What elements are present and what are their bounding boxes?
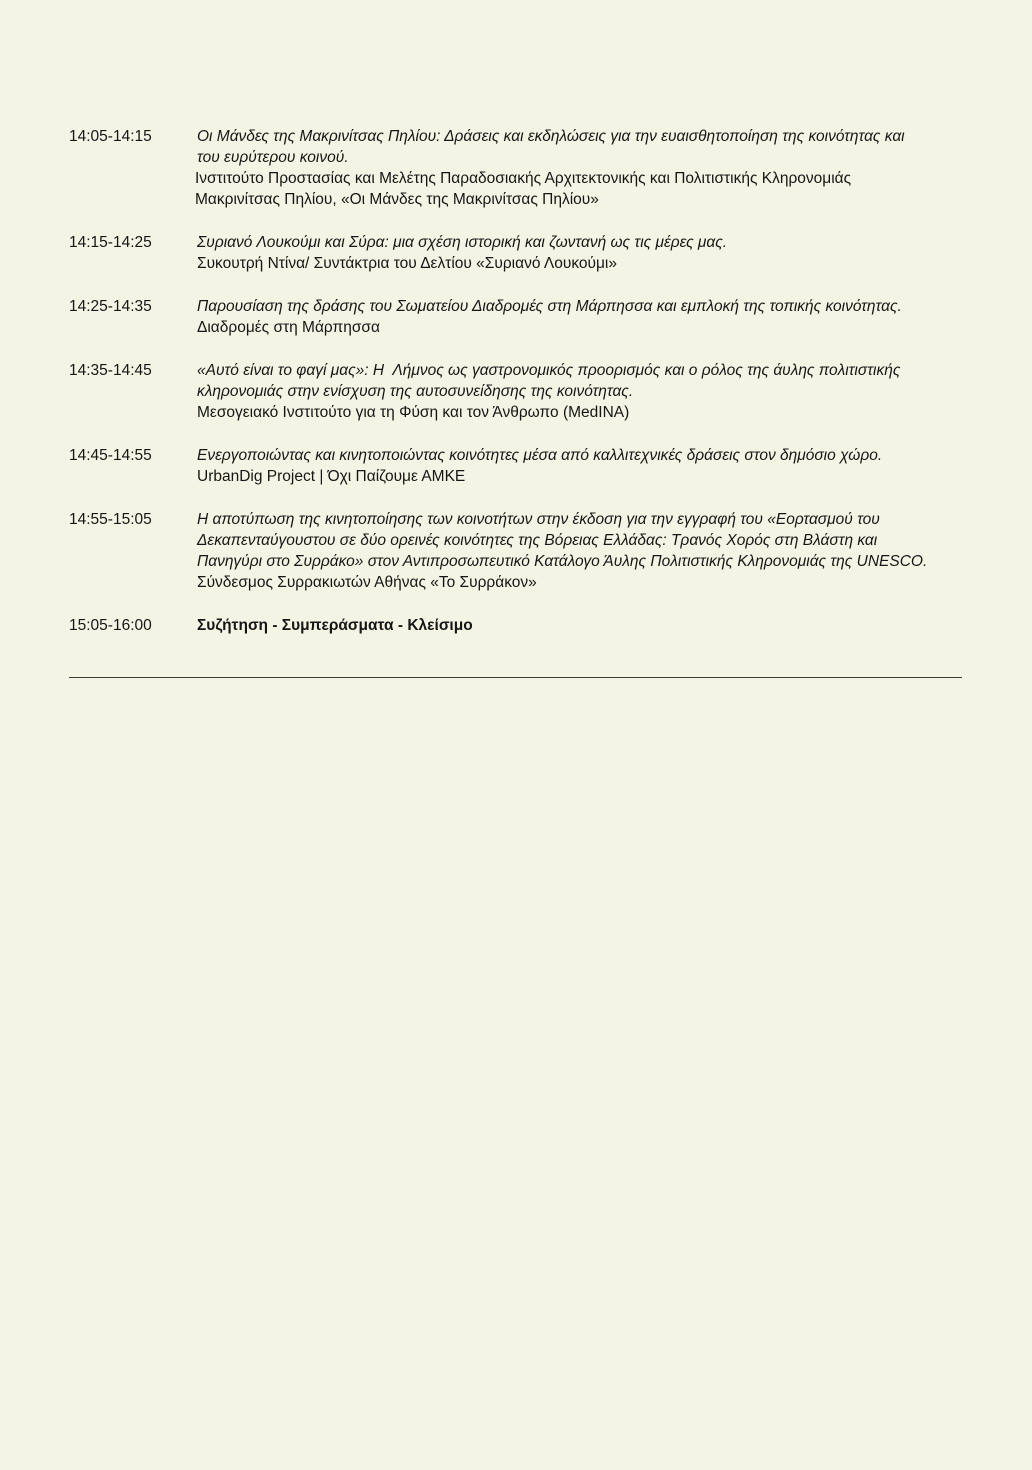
session-content <box>197 296 962 338</box>
schedule-row <box>69 509 962 593</box>
session-organization <box>197 402 962 423</box>
schedule <box>69 126 962 658</box>
schedule-row <box>69 445 962 487</box>
session-title <box>197 296 962 317</box>
session-organization-line: UrbanDig Project | Όχι Παίζουμε ΑΜΚΕ <box>197 468 466 485</box>
session-organization <box>197 466 962 487</box>
session-organization <box>197 572 962 593</box>
session-title-line: Πανηγύρι στο Συρράκο» στον Αντιπροσωπευτικό Κατάλογο Άυλης Πολιτιστικής Κληρονομιάς της UNESCO. <box>197 553 928 570</box>
schedule-row <box>69 126 962 210</box>
session-time: 14:55-15:05 <box>69 511 152 528</box>
session-content <box>197 360 962 423</box>
schedule-row <box>69 360 962 423</box>
session-title-line: Παρουσίαση της δράσης του Σωματείου Διαδρομές στη Μάρπησσα και εμπλοκή της τοπικής κοινότητας. <box>197 298 902 315</box>
session-title-line: «Αυτό είναι το φαγί μας»: Η Λήμνος ως γαστρονομικός προορισμός και ο ρόλος της άυλης πολιτιστικής <box>197 362 901 379</box>
session-title <box>197 126 962 168</box>
session-time: 14:45-14:55 <box>69 447 152 464</box>
session-content <box>197 615 962 636</box>
session-title <box>197 509 962 572</box>
session-title-line: Δεκαπενταύγουστου σε δύο ορεινές κοινότητες της Βόρειας Ελλάδας: Τρανός Χορός στη Βλάστη και <box>197 532 878 549</box>
session-time: 14:15-14:25 <box>69 234 152 251</box>
session-organization <box>195 168 962 210</box>
session-content <box>197 445 962 487</box>
session-organization-line: Συκουτρή Ντίνα/ Συντάκτρια του Δελτίου «Συριανό Λουκούμι» <box>197 255 617 272</box>
session-title <box>197 360 962 402</box>
session-content <box>197 126 962 210</box>
session-time: 15:05-16:00 <box>69 617 152 634</box>
session-title-line: Ενεργοποιώντας και κινητοποιώντας κοινότητες μέσα από καλλιτεχνικές δράσεις στον δημόσιο χώρο. <box>197 447 883 464</box>
session-title-line: του ευρύτερου κοινού. <box>197 149 349 166</box>
schedule-row <box>69 296 962 338</box>
session-title-line: Οι Μάνδες της Μακρινίτσας Πηλίου: Δράσεις και εκδηλώσεις για την ευαισθητοποίηση της κοινότητας και <box>197 128 905 145</box>
session-organization-line: Μακρινίτσας Πηλίου, «Οι Μάνδες της Μακρινίτσας Πηλίου» <box>195 191 599 208</box>
session-title <box>197 232 962 253</box>
session-title-line: Συριανό Λουκούμι και Σύρα: μια σχέση ιστορική και ζωντανή ως τις μέρες μας. <box>197 234 728 251</box>
session-organization-line: Μεσογειακό Ινστιτούτο για τη Φύση και τον Άνθρωπο (MedINA) <box>197 404 630 421</box>
session-title <box>197 445 962 466</box>
session-organization <box>197 317 962 338</box>
session-organization <box>197 253 962 274</box>
schedule-row <box>69 615 962 636</box>
session-organization-line: Ινστιτούτο Προστασίας και Μελέτης Παραδοσιακής Αρχιτεκτονικής και Πολιτιστικής Κληρονομιάς <box>195 170 852 187</box>
session-content <box>197 509 962 593</box>
closing-session-title: Συζήτηση - Συμπεράσματα - Κλείσιμο <box>197 617 473 634</box>
session-time: 14:35-14:45 <box>69 362 152 379</box>
session-time: 14:25-14:35 <box>69 298 152 315</box>
session-title-line: κληρονομιάς στην ενίσχυση της αυτοσυνείδησης της κοινότητας. <box>197 383 634 400</box>
session-organization-line: Σύνδεσμος Συρρακιωτών Αθήνας «Το Συρράκον» <box>197 574 537 591</box>
session-content <box>197 232 962 274</box>
schedule-row <box>69 232 962 274</box>
session-time: 14:05-14:15 <box>69 128 152 145</box>
session-title-line: Η αποτύπωση της κινητοποίησης των κοινοτήτων στην έκδοση για την εγγραφή του «Εορτασμού του <box>197 511 880 528</box>
horizontal-divider <box>69 677 962 678</box>
session-organization-line: Διαδρομές στη Μάρπησσα <box>197 319 380 336</box>
